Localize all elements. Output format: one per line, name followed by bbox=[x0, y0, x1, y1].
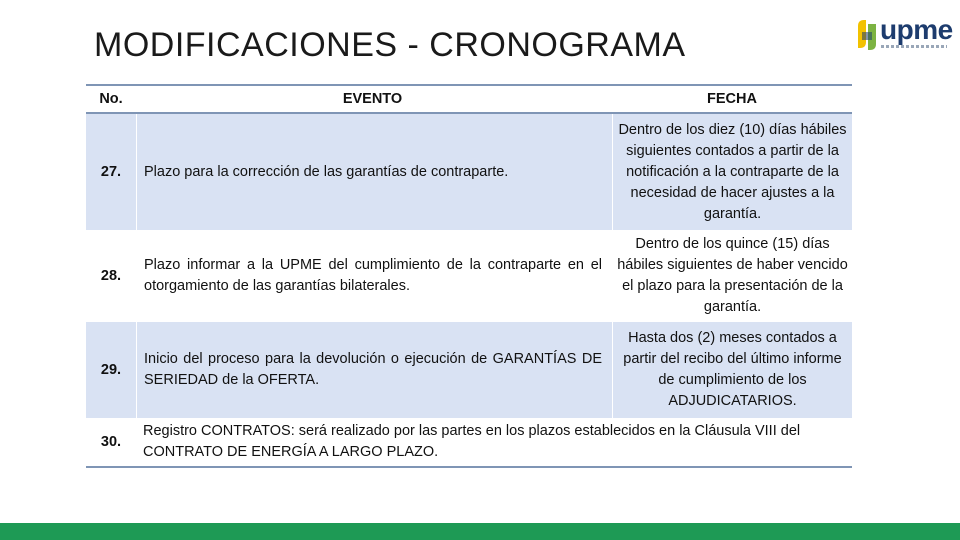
row-fecha: Hasta dos (2) meses contados a partir del recibo del último informe de cumplimiento de los ADJUDICATARIOS. bbox=[612, 322, 852, 418]
footer-bar bbox=[0, 523, 960, 540]
table-row bbox=[86, 322, 852, 418]
header-fecha: FECHA bbox=[707, 90, 757, 107]
table-row bbox=[86, 114, 852, 230]
upme-logo bbox=[856, 16, 952, 56]
row-evento: Plazo informar a la UPME del cumplimiento de la contraparte en el otorgamiento de las garantías bilaterales. bbox=[136, 230, 612, 322]
table-header-row bbox=[86, 84, 852, 114]
row-number: 30. bbox=[100, 433, 122, 450]
row-fecha: Dentro de los diez (10) días hábiles siguientes contados a partir de la notificación a la contraparte de la necesidad de hacer ajustes a la garantía. bbox=[612, 114, 852, 230]
header-no: No. bbox=[99, 90, 123, 107]
row-evento: Registro CONTRATOS: será realizado por las partes en los plazos establecidos en la Cláusula VIII del CONTRATO DE ENERGÍA A LARGO PLAZO. bbox=[143, 423, 801, 460]
row-fecha: Dentro de los quince (15) días hábiles siguientes de haber vencido el plazo para la presentación de la garantía. bbox=[612, 230, 852, 322]
slide-title: MODIFICACIONES - CRONOGRAMA bbox=[94, 26, 686, 64]
upme-logo-mark-icon bbox=[856, 18, 878, 52]
upme-logo-tagline bbox=[881, 45, 947, 48]
upme-logo-text: upme bbox=[880, 14, 953, 45]
row-evento: Inicio del proceso para la devolución o ejecución de GARANTÍAS DE SERIEDAD de la OFERTA. bbox=[136, 322, 612, 418]
table-row bbox=[86, 230, 852, 322]
row-number: 29. bbox=[100, 361, 122, 378]
row-number: 27. bbox=[100, 163, 122, 180]
header-evento: EVENTO bbox=[342, 90, 403, 107]
row-evento: Plazo para la corrección de las garantías de contraparte. bbox=[136, 114, 612, 230]
row-number: 28. bbox=[100, 267, 122, 284]
cronograma-table bbox=[86, 84, 852, 468]
table-row bbox=[86, 418, 852, 468]
